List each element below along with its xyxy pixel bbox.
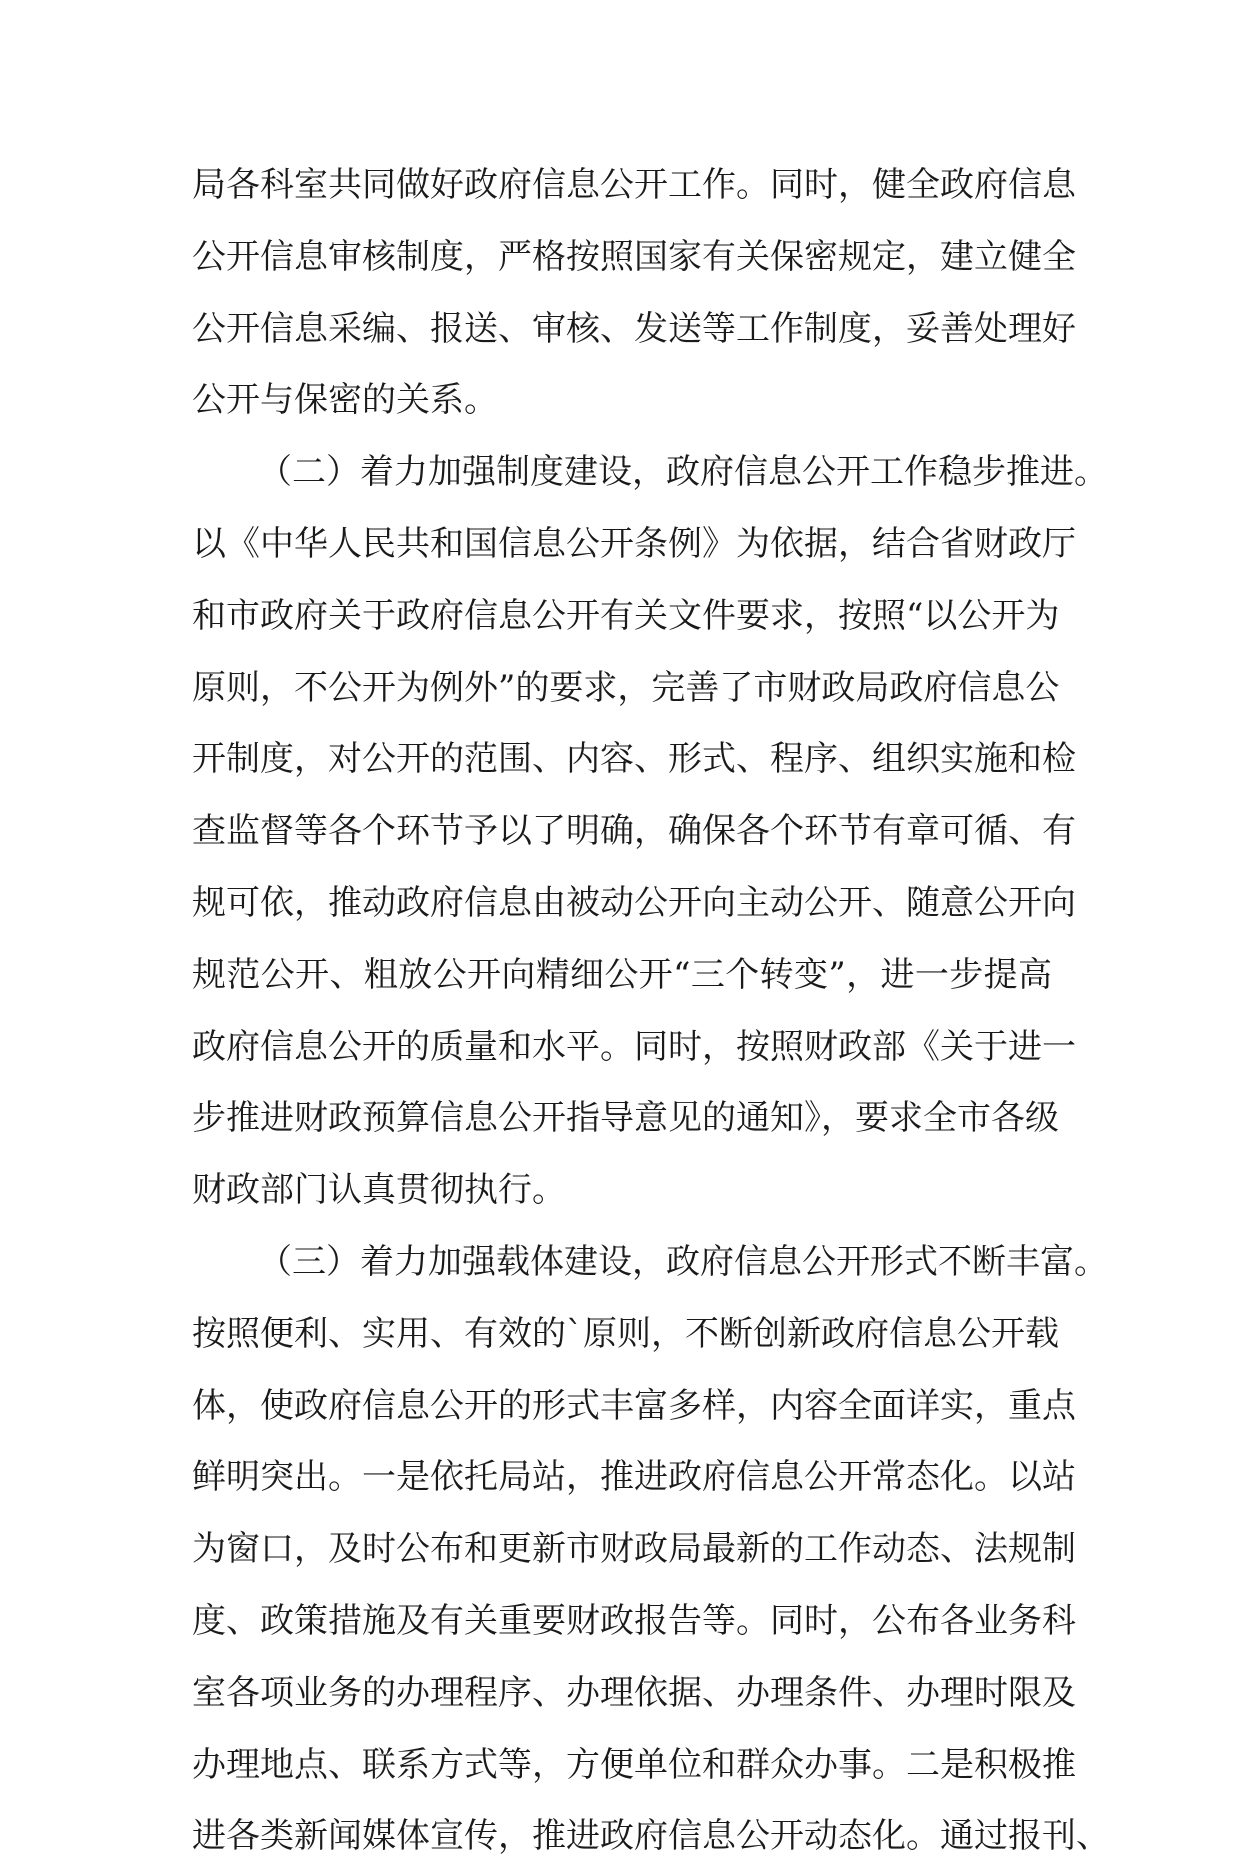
text-line: 步推进财政预算信息公开指导意见的通知》，要求全市各级 (192, 1098, 1059, 1139)
text-line: 进各类新闻媒体宣传，推进政府信息公开动态化。通过报刊、 (192, 1816, 1110, 1857)
text-line: 公开信息采编、报送、审核、发送等工作制度，妥善处理好 (192, 308, 1076, 349)
text-line: 办理地点、联系方式等，方便单位和群众办事。二是积极推 (192, 1744, 1076, 1785)
text-line: 按照便利、实用、有效的`原则，不断创新政府信息公开载 (192, 1313, 1059, 1354)
text-line: 规可依，推动政府信息由被动公开向主动公开、随意公开向 (192, 882, 1076, 923)
text-line: 局各科室共同做好政府信息公开工作。同时，健全政府信息 (192, 165, 1076, 205)
document-body (192, 150, 1110, 1873)
text-line: （三）着力加强载体建设，政府信息公开形式不断丰富。 (258, 1241, 1108, 1282)
text-line: 原则，不公开为例外”的要求，完善了市财政局政府信息公 (192, 667, 1060, 708)
text-line: 室各项业务的办理程序、办理依据、办理条件、办理时限及 (192, 1672, 1076, 1713)
text-line: 和市政府关于政府信息公开有关文件要求，按照“以公开为 (192, 595, 1060, 636)
text-line: 规范公开、粗放公开向精细公开“三个转变”，进一步提高 (192, 954, 1052, 995)
text-line: 公开信息审核制度，严格按照国家有关保密规定，建立健全 (192, 236, 1076, 277)
text-line: 政府信息公开的质量和水平。同时，按照财政部《关于进一 (192, 1026, 1076, 1067)
text-line: 鲜明突出。一是依托局站，推进政府信息公开常态化。以站 (192, 1457, 1076, 1498)
text-line: 公开与保密的关系。 (192, 380, 498, 421)
text-line: 体，使政府信息公开的形式丰富多样，内容全面详实，重点 (192, 1385, 1076, 1426)
text-line: 以《中华人民共和国信息公开条例》为依据，结合省财政厅 (192, 523, 1076, 564)
text-line: 财政部门认真贯彻执行。 (192, 1170, 566, 1211)
text-line: （二）着力加强制度建设，政府信息公开工作稳步推进。 (258, 452, 1108, 493)
text-line: 查监督等各个环节予以了明确，确保各个环节有章可循、有 (192, 811, 1076, 852)
text-line: 开制度，对公开的范围、内容、形式、程序、组织实施和检 (192, 739, 1076, 780)
text-line: 为窗口，及时公布和更新市财政局最新的工作动态、法规制 (192, 1529, 1076, 1570)
text-line: 度、政策措施及有关重要财政报告等。同时，公布各业务科 (192, 1600, 1076, 1641)
